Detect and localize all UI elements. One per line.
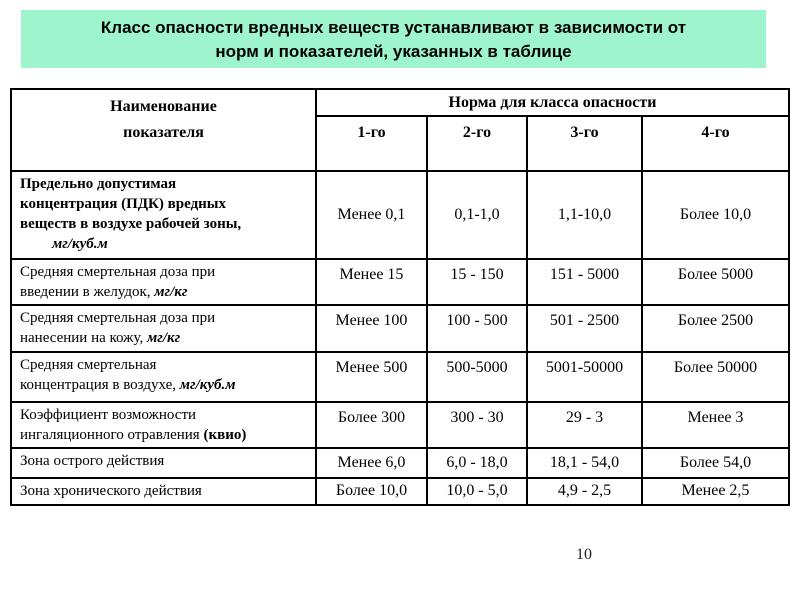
cell-value: 10,0 - 5,0 bbox=[427, 478, 527, 505]
row-unit: мг/куб.м bbox=[179, 377, 236, 393]
column-header-class-1: 1-го bbox=[316, 116, 427, 171]
cell-value: 1,1-10,0 bbox=[527, 171, 642, 259]
table-row-chronic-action-zone bbox=[11, 478, 789, 505]
cell-value: 4,9 - 2,5 bbox=[527, 478, 642, 505]
cell-value: 15 - 150 bbox=[427, 259, 527, 305]
row-label-pdk: Предельно допустимая концентрация (ПДК) вредных веществ в воздухе рабочей зоны, мг/куб.м bbox=[11, 171, 316, 259]
hazard-class-table bbox=[10, 88, 790, 506]
column-header-class-2: 2-го bbox=[427, 116, 527, 171]
row-label-acute-action-zone: Зона острого действия bbox=[11, 448, 316, 478]
title-banner bbox=[21, 10, 766, 68]
cell-value: Более 10,0 bbox=[316, 478, 427, 505]
row-unit: мг/кг bbox=[154, 284, 188, 300]
title-line-2: норм и показателей, указанных в таблице bbox=[215, 42, 572, 61]
table-row-lethal-concentration-air bbox=[11, 352, 789, 402]
cell-value: 29 - 3 bbox=[527, 402, 642, 448]
table-row-inhalation-poisoning-coefficient bbox=[11, 402, 789, 448]
cell-value: 6,0 - 18,0 bbox=[427, 448, 527, 478]
cell-value: Более 300 bbox=[316, 402, 427, 448]
table-row-acute-action-zone bbox=[11, 448, 789, 478]
row-unit: (квио) bbox=[203, 427, 247, 443]
indicator-header-line-2: показателя bbox=[123, 124, 204, 141]
row-label-lethal-concentration-air: Средняя смертельная концентрация в воздухе, мг/куб.м bbox=[11, 352, 316, 402]
cell-value: Менее 500 bbox=[316, 352, 427, 402]
cell-value: 151 - 5000 bbox=[527, 259, 642, 305]
row-label-lethal-dose-stomach: Средняя смертельная доза при введении в желудок, мг/кг bbox=[11, 259, 316, 305]
cell-value: 500-5000 bbox=[427, 352, 527, 402]
cell-value: 501 - 2500 bbox=[527, 305, 642, 352]
cell-value: 300 - 30 bbox=[427, 402, 527, 448]
cell-value: Менее 6,0 bbox=[316, 448, 427, 478]
page-number: 10 bbox=[576, 546, 592, 563]
cell-value: 5001-50000 bbox=[527, 352, 642, 402]
table-row-lethal-dose-skin bbox=[11, 305, 789, 352]
cell-value: Более 10,0 bbox=[642, 171, 789, 259]
header-row-top bbox=[11, 89, 789, 116]
row-label-lethal-dose-skin: Средняя смертельная доза при нанесении на кожу, мг/кг bbox=[11, 305, 316, 352]
indicator-header-line-1: Наименование bbox=[110, 98, 217, 115]
table-row-pdk bbox=[11, 171, 789, 259]
cell-value: Менее 15 bbox=[316, 259, 427, 305]
cell-value: Более 54,0 bbox=[642, 448, 789, 478]
cell-value: Более 50000 bbox=[642, 352, 789, 402]
column-header-indicator-name bbox=[11, 89, 316, 171]
cell-value: Менее 0,1 bbox=[316, 171, 427, 259]
row-label-chronic-action-zone: Зона хронического действия bbox=[11, 478, 316, 505]
cell-value: Менее 2,5 bbox=[642, 478, 789, 505]
row-label-inhalation-poisoning-coefficient: Коэффициент возможности ингаляционного отравления (квио) bbox=[11, 402, 316, 448]
cell-value: 100 - 500 bbox=[427, 305, 527, 352]
table-row-lethal-dose-stomach bbox=[11, 259, 789, 305]
cell-value: 0,1-1,0 bbox=[427, 171, 527, 259]
column-header-class-4: 4-го bbox=[642, 116, 789, 171]
cell-value: Менее 100 bbox=[316, 305, 427, 352]
cell-value: Более 2500 bbox=[642, 305, 789, 352]
cell-value: Менее 3 bbox=[642, 402, 789, 448]
cell-value: 18,1 - 54,0 bbox=[527, 448, 642, 478]
row-unit: мг/кг bbox=[147, 330, 181, 346]
column-header-norm: Норма для класса опасности bbox=[316, 89, 789, 116]
cell-value: Более 5000 bbox=[642, 259, 789, 305]
column-header-class-3: 3-го bbox=[527, 116, 642, 171]
row-unit: мг/куб.м bbox=[52, 236, 108, 252]
title-line-1: Класс опасности вредных веществ устанавливают в зависимости от bbox=[100, 18, 687, 37]
